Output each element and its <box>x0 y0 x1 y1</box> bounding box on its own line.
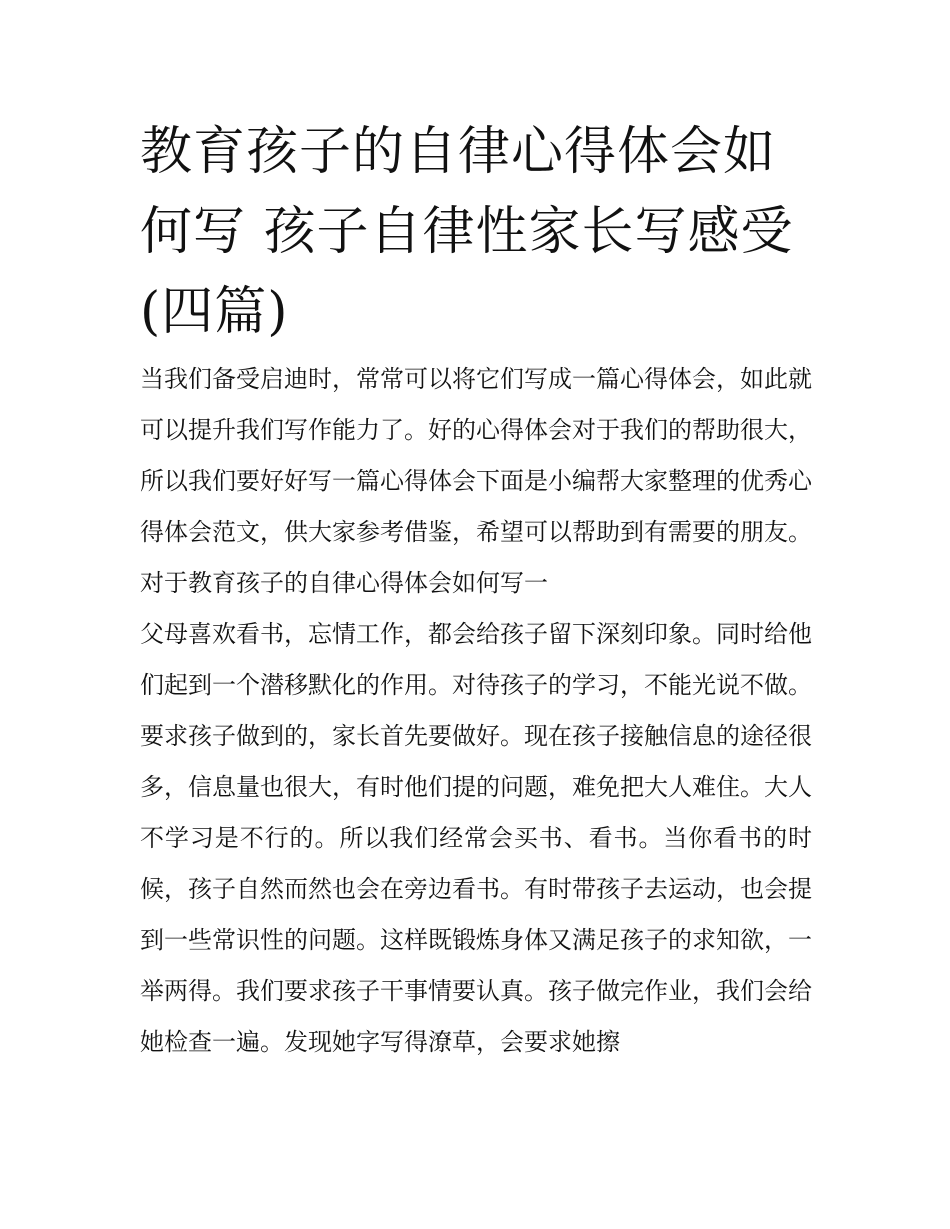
document-body <box>140 354 812 1068</box>
document-title: 教育孩子的自律心得体会如何写 孩子自律性家长写感受(四篇) <box>140 122 794 342</box>
intro-paragraph: 当我们备受启迪时，常常可以将它们写成一篇心得体会，如此就可以提升我们写作能力了。好的心得体会对于我们的帮助很大，所以我们要好好写一篇心得体会下面是小编帮大家整理的优秀心得体会范文，供大家参考借鉴，希望可以帮助到有需要的朋友。 <box>140 365 812 546</box>
section-heading: 对于教育孩子的自律心得体会如何写一 <box>140 569 548 597</box>
section-body-paragraph: 父母喜欢看书，忘情工作，都会给孩子留下深刻印象。同时给他们起到一个潜移默化的作用。对待孩子的学习，不能光说不做。要求孩子做到的，家长首先要做好。现在孩子接触信息的途径很多，信息量也很大，有时他们提的问题，难免把大人难住。大人不学习是不行的。所以我们经常会买书、看书。当你看书的时候，孩子自然而然也会在旁边看书。有时带孩子去运动，也会提到一些常识性的问题。这样既锻炼身体又满足孩子的求知欲，一举两得。我们要求孩子干事情要认真。孩子做完作业，我们会给她检查一遍。发现她字写得潦草，会要求她擦 <box>140 620 812 1056</box>
